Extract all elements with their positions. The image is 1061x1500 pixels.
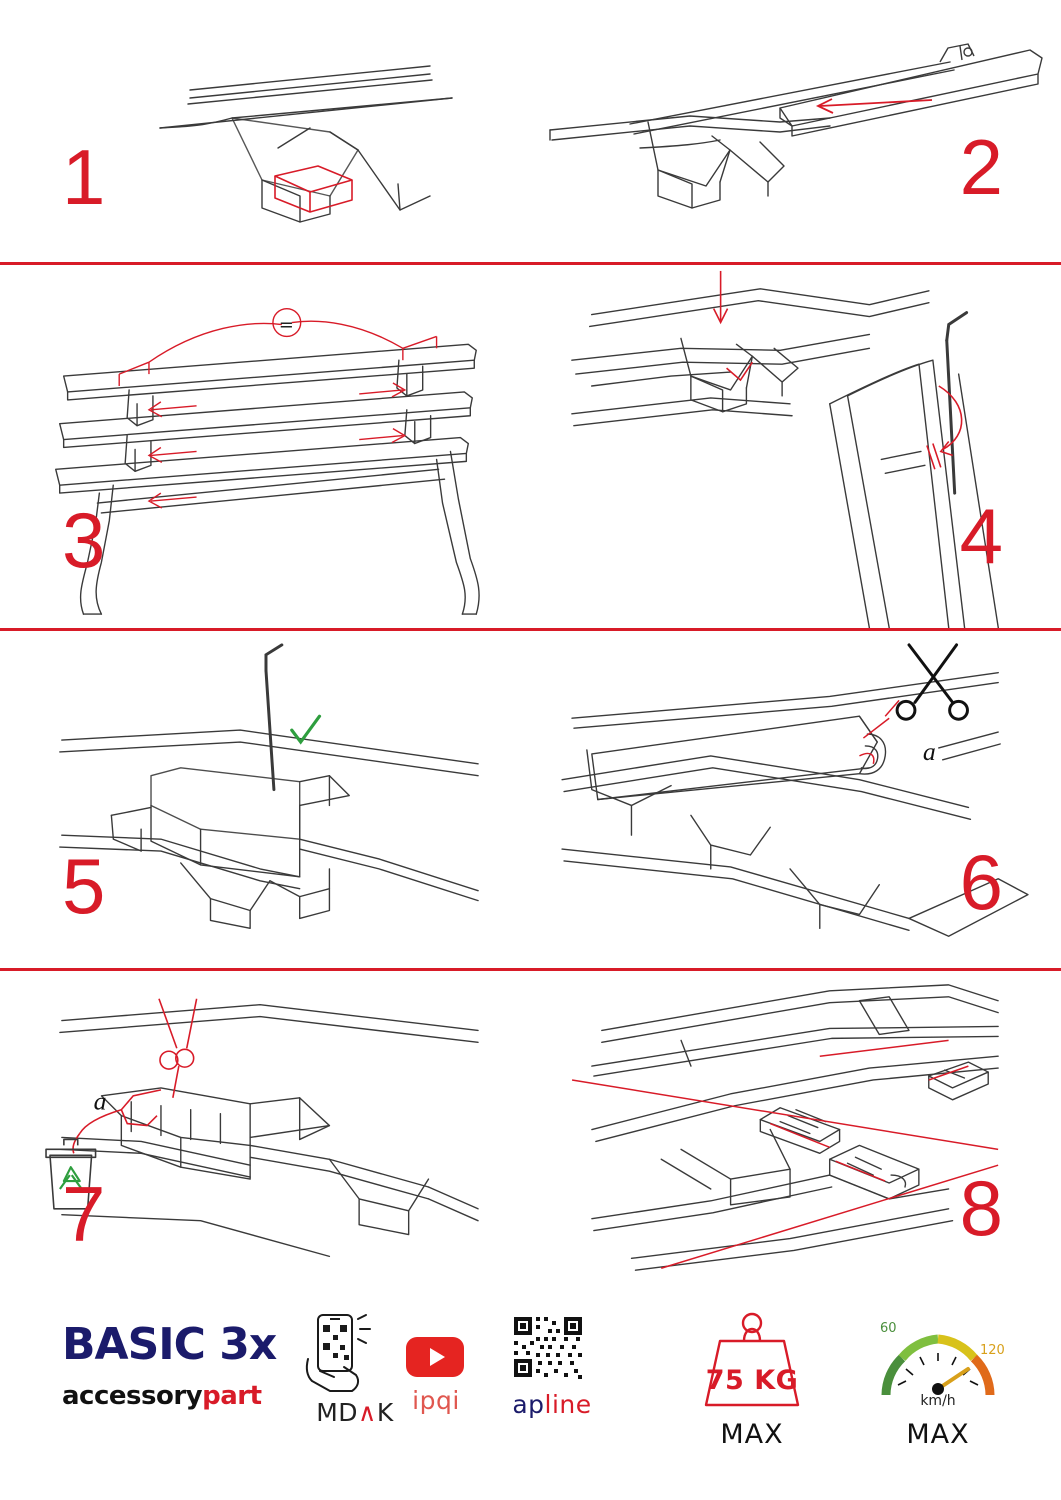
step-panel-7 (0, 971, 530, 1295)
step-panel-3 (0, 265, 530, 628)
svg-text:a: a (922, 736, 936, 766)
apline-logo-label (482, 1392, 622, 1417)
apline-label-part1: ap (512, 1390, 545, 1419)
qr-code-icon (512, 1315, 602, 1381)
step-number-2: 2 (959, 123, 1001, 211)
mdak-label-v: ∧ (358, 1398, 377, 1427)
youtube-logo[interactable] (400, 1331, 472, 1413)
phone-scan-icon (300, 1313, 410, 1395)
mdak-label-part2: K (376, 1398, 394, 1427)
step-number-7: 7 (62, 1170, 104, 1258)
max-load-indicator (672, 1307, 832, 1450)
instruction-row-1 (0, 0, 1061, 262)
max-load-value: 75 KG (705, 1365, 799, 1396)
step-panel-2 (530, 0, 1061, 262)
speed-tick-high: 120 (980, 1343, 1005, 1358)
max-speed-indicator (858, 1307, 1018, 1450)
apline-label-part2: line (544, 1390, 592, 1419)
svg-text:=: = (278, 314, 294, 336)
scan-qr-logo[interactable] (300, 1313, 410, 1425)
youtube-icon (400, 1331, 472, 1377)
step-number-3: 3 (62, 496, 104, 584)
step-1-illustration (0, 0, 530, 262)
step-panel-5 (0, 631, 530, 968)
instruction-row-2 (0, 262, 1061, 628)
step-number-1: 1 (62, 133, 104, 221)
product-brand-block (62, 1319, 292, 1411)
product-name-main: BASIC 3 (62, 1319, 249, 1370)
speed-tick-low: 60 (880, 1321, 897, 1336)
instruction-row-4 (0, 968, 1061, 1295)
mdak-logo-label (300, 1400, 410, 1425)
apline-qr-logo[interactable] (482, 1315, 622, 1417)
instruction-row-3 (0, 628, 1061, 968)
weight-icon (672, 1307, 832, 1415)
max-speed-label: MAX (906, 1419, 970, 1450)
step-panel-6 (530, 631, 1061, 968)
footer-brand-strip (0, 1295, 1061, 1500)
step-number-5: 5 (62, 842, 104, 930)
step-panel-4 (530, 265, 1061, 628)
brand-name-second: part (202, 1381, 262, 1411)
ipqi-logo-label: ipqi (412, 1386, 460, 1415)
brand-name (62, 1383, 292, 1409)
svg-text:a: a (93, 1086, 107, 1116)
max-load-label: MAX (720, 1419, 784, 1450)
mdak-label-part1: MD (316, 1398, 359, 1427)
step-number-6: 6 (959, 838, 1001, 926)
step-number-8: 8 (959, 1164, 1001, 1252)
speed-unit-label: km/h (920, 1393, 956, 1409)
step-number-4: 4 (959, 492, 1001, 580)
step-panel-1 (0, 0, 530, 262)
brand-name-first: accessory (62, 1381, 203, 1411)
product-name (62, 1319, 292, 1370)
product-name-suffix: x (248, 1319, 277, 1370)
step-panel-8 (530, 971, 1061, 1295)
